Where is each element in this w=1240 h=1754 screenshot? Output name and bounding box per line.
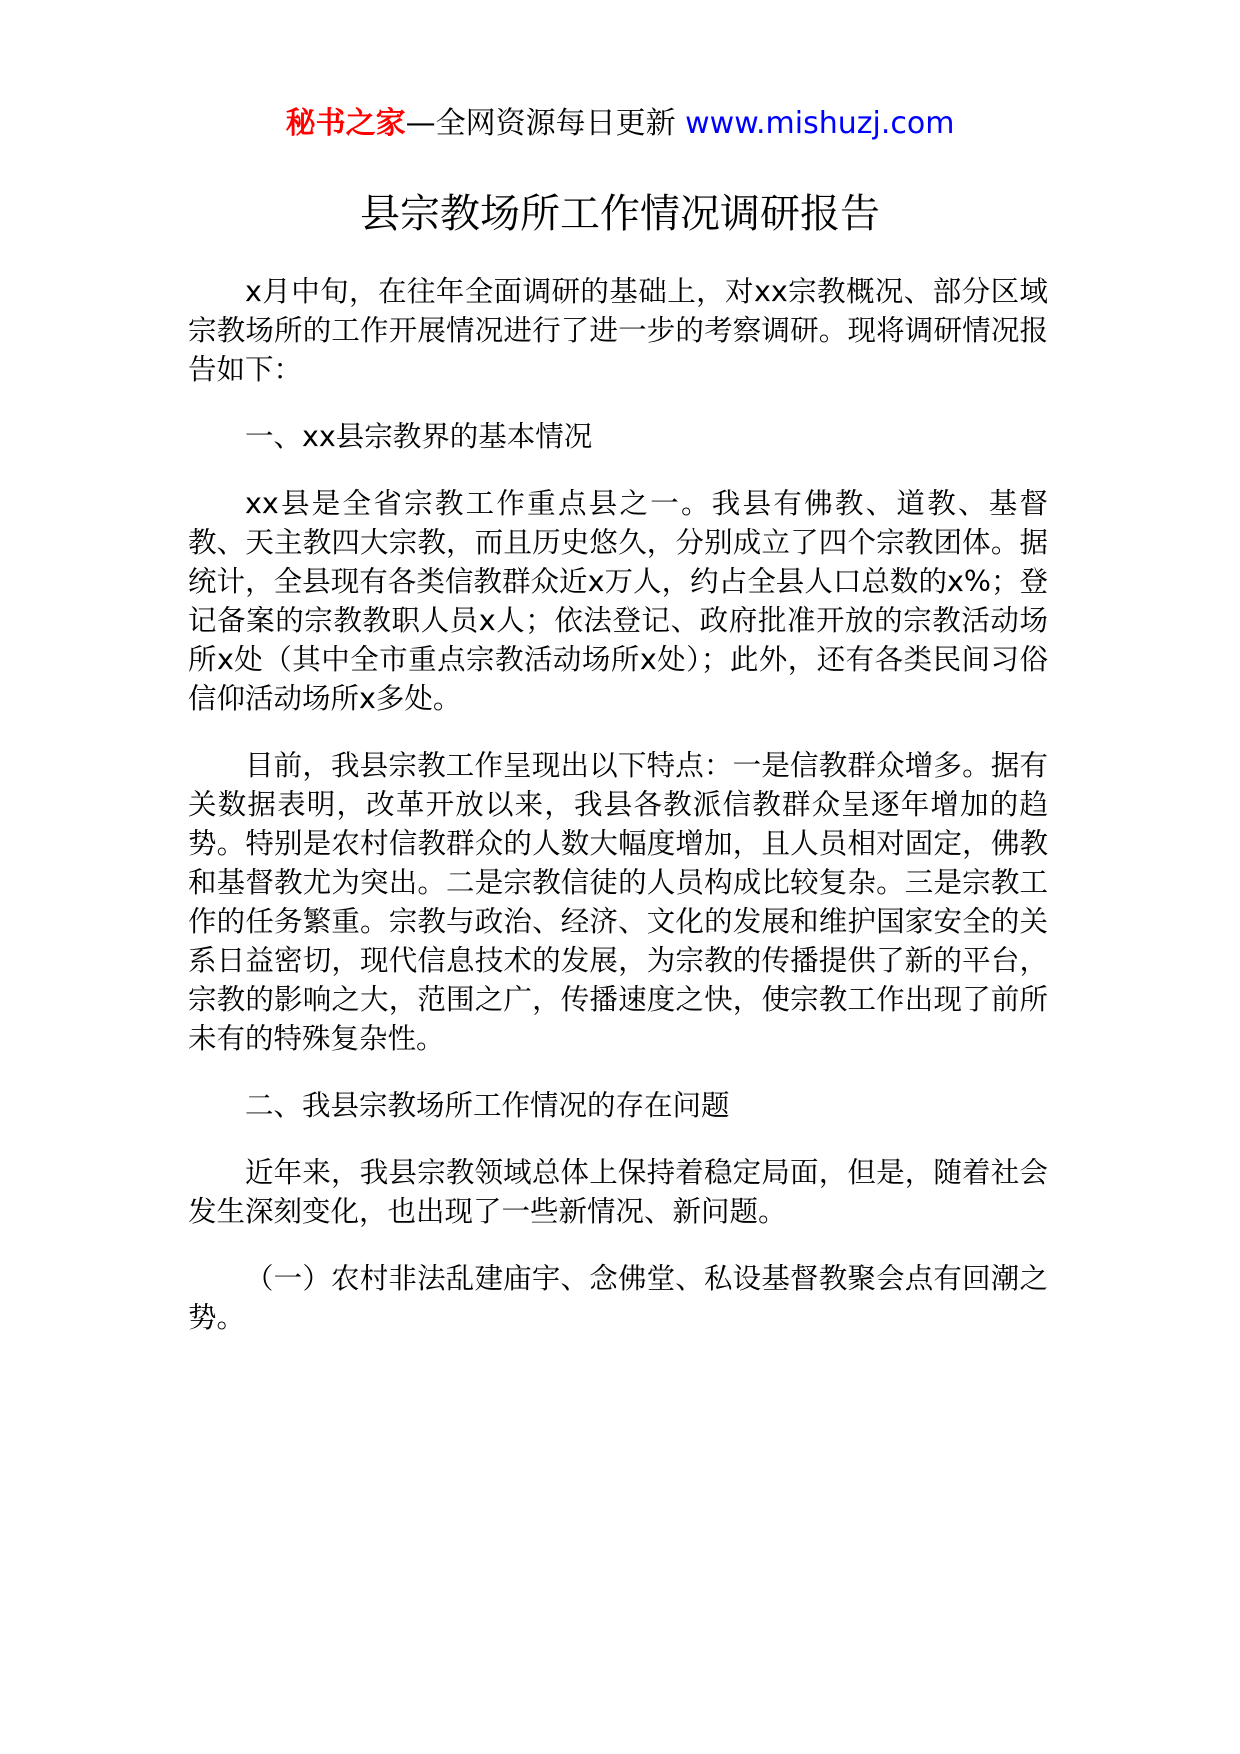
section-heading-1: 一、xx县宗教界的基本情况 [245, 420, 593, 453]
site-url-link[interactable]: www.mishuzj.com [685, 106, 955, 141]
characteristics-paragraph: 目前，我县宗教工作呈现出以下特点：一是信教群众增多。据有关数据表明，改革开放以来，我县各教派信教群众呈逐年增加的趋势。特别是农村信教群众的人数大幅度增加，且人员相对固定，佛教和基督教尤为突出。二是宗教信徒的人员构成比较复杂。三是宗教工作的任务繁重。宗教与政治、经济、文化的发展和维护国家安全的关系日益密切，现代信息技术的发展，为宗教的传播提供了新的平台，宗教的影响之大，范围之广，传播速度之快，使宗教工作出现了前所未有的特殊复杂性。 [188, 749, 1048, 1055]
site-slogan: —全网资源每日更新 [405, 106, 676, 141]
intro-paragraph: x月中旬，在往年全面调研的基础上，对xx宗教概况、部分区域宗教场所的工作开展情况进行了进一步的考察调研。现将调研情况报告如下： [188, 275, 1048, 386]
basic-situation-paragraph: xx县是全省宗教工作重点县之一。我县有佛教、道教、基督教、天主教四大宗教，而且历史悠久，分别成立了四个宗教团体。据统计，全县现有各类信教群众近x万人，约占全县人口总数的x%；登记备案的宗教教职人员x人；依法登记、政府批准开放的宗教活动场所x处（其中全市重点宗教活动场所x处）；此外，还有各类民间习俗信仰活动场所x多处。 [188, 487, 1048, 715]
document-body [188, 272, 1048, 1365]
problems-intro-paragraph: 近年来，我县宗教领域总体上保持着稳定局面，但是，随着社会发生深刻变化，也出现了一些新情况、新问题。 [188, 1156, 1048, 1228]
section-heading-2: 二、我县宗教场所工作情况的存在问题 [245, 1089, 730, 1122]
subsection-heading-1: （一）农村非法乱建庙宇、念佛堂、私设基督教聚会点有回潮之势。 [188, 1262, 1048, 1334]
document-title: 县宗教场所工作情况调研报告 [360, 191, 880, 237]
site-header [0, 100, 1240, 148]
site-brand: 秘书之家 [285, 106, 406, 141]
